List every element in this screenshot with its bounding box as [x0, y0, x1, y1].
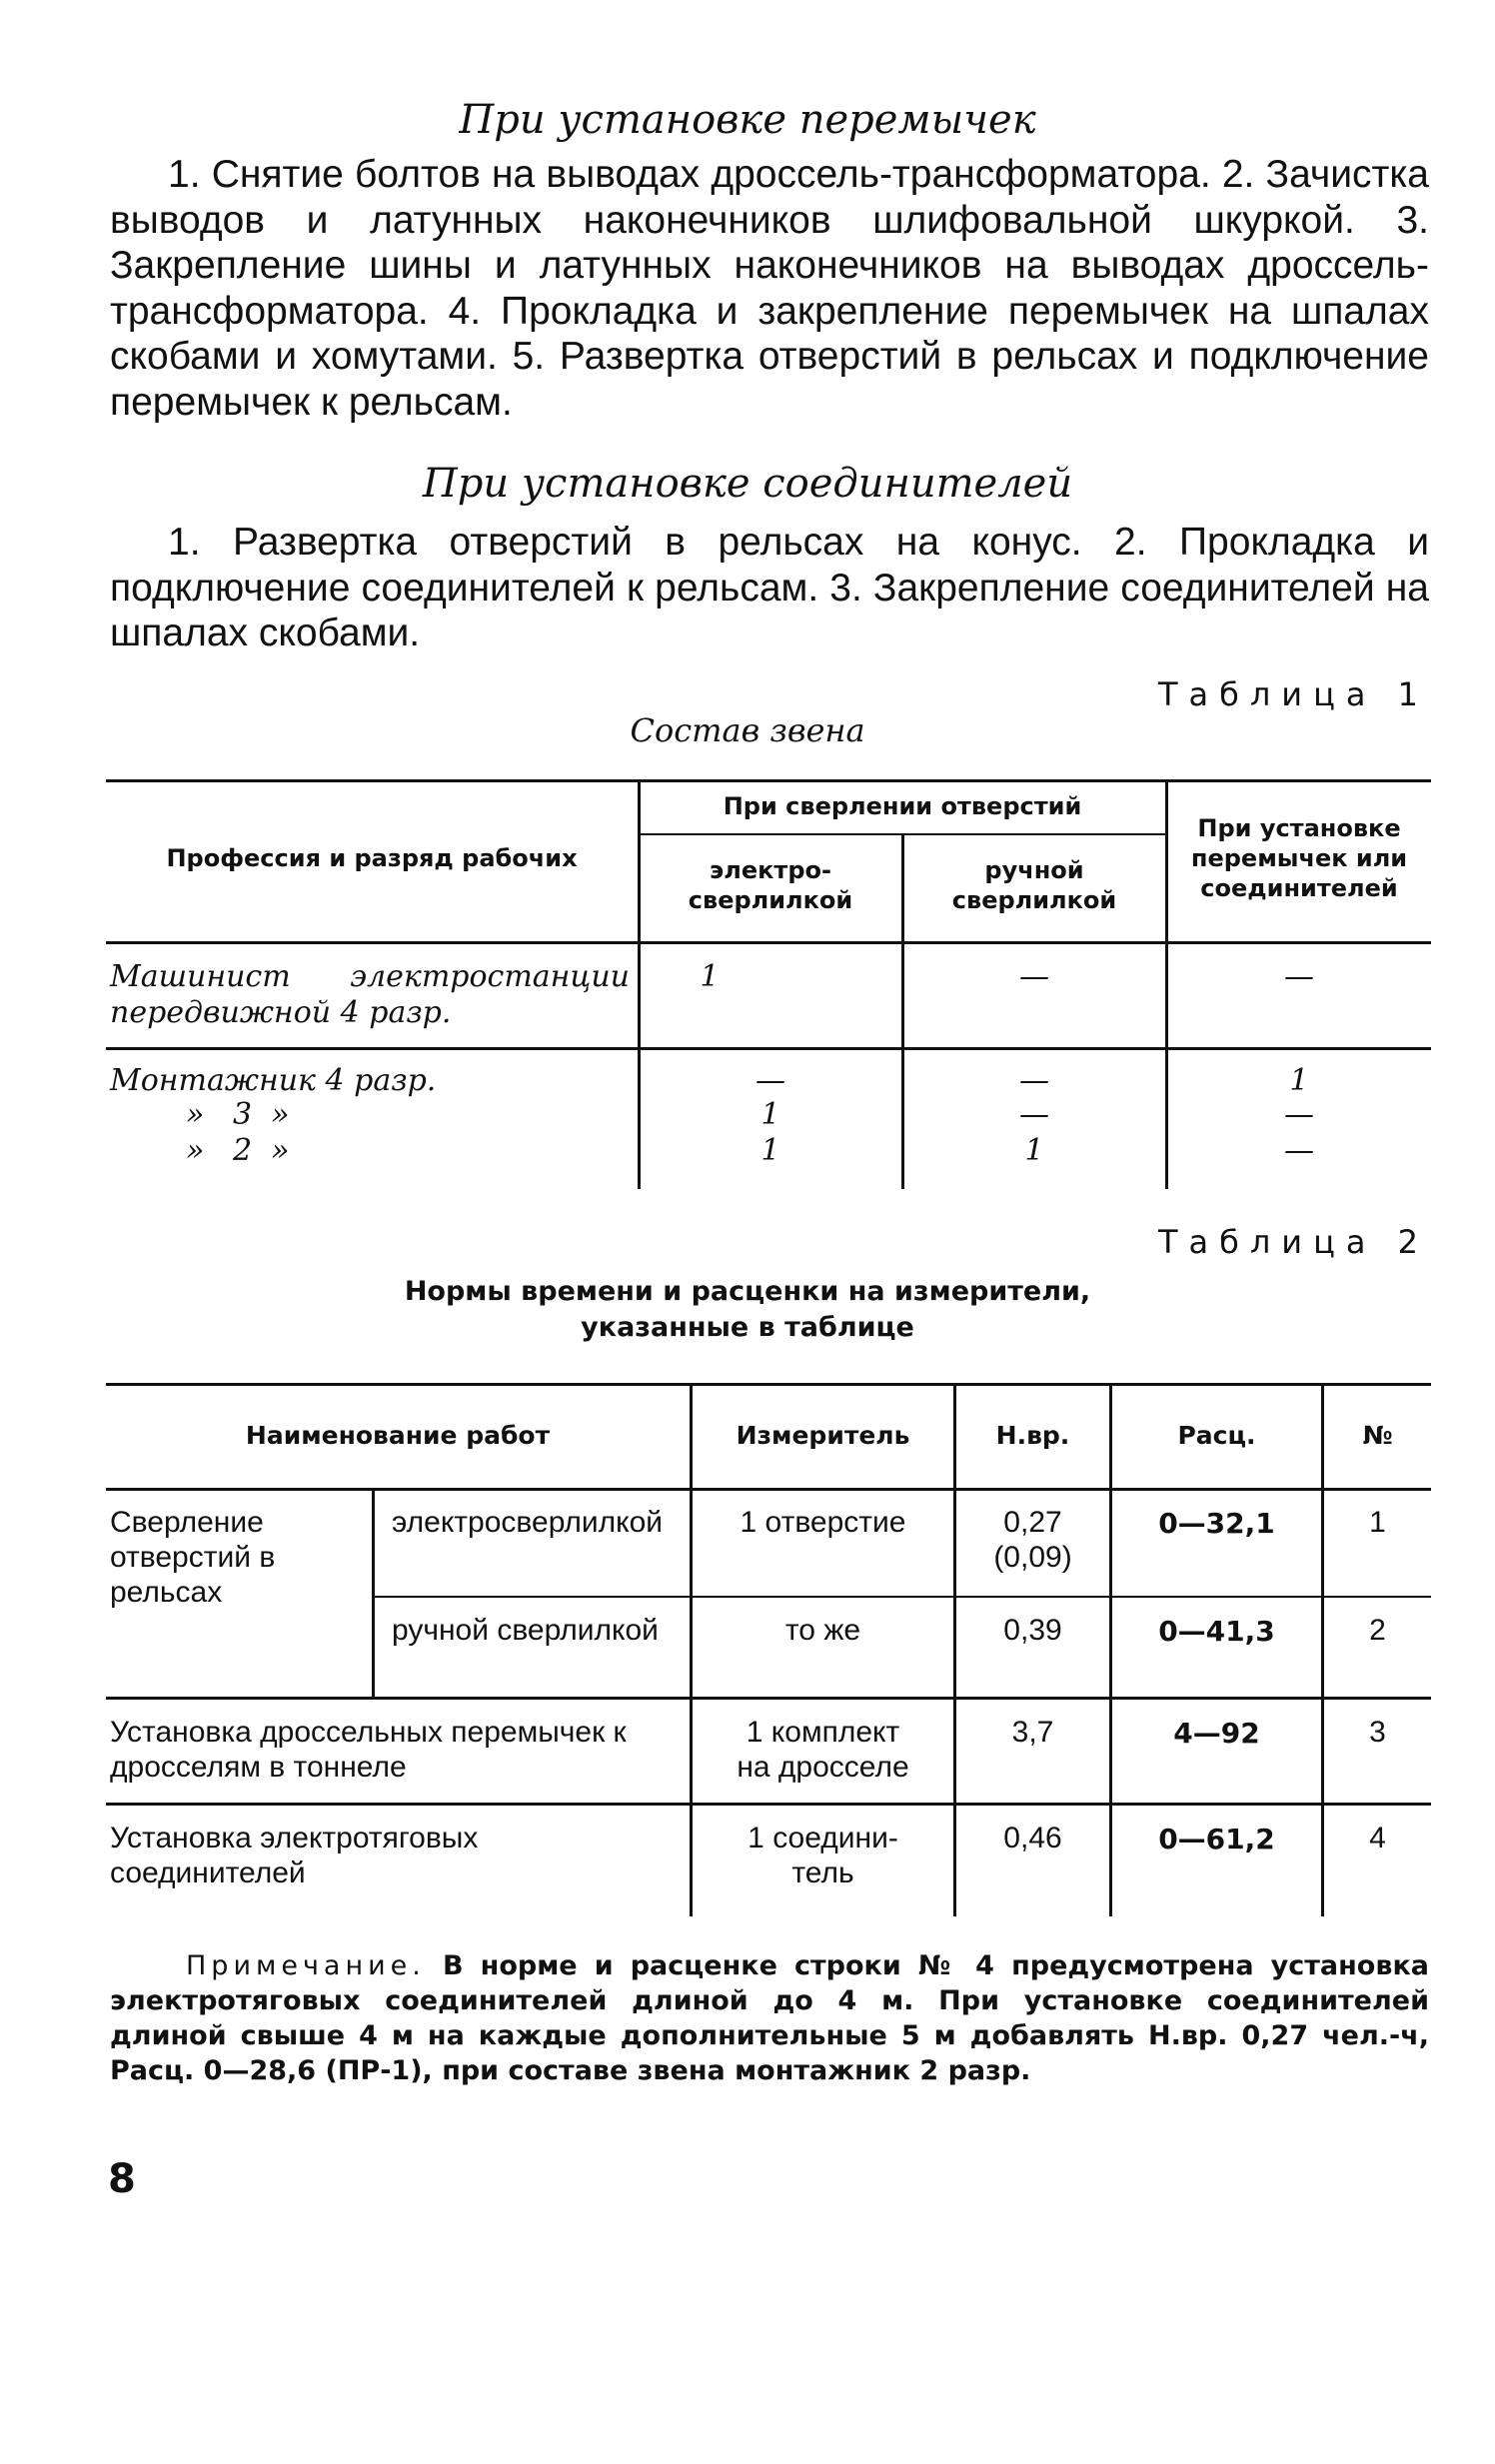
table1-row-install: — [1284, 1133, 1314, 1168]
table1-caption: Состав звена [630, 711, 865, 749]
table2-row-no: 4 [1369, 1822, 1386, 1854]
table2-row-rate: 0—61,2 [1158, 1823, 1275, 1855]
table2-group-drilling: Сверление отверстий в рельсах [110, 1506, 276, 1609]
table2-row-sub: электросверлилкой [392, 1506, 664, 1539]
table2-row-no: 2 [1369, 1614, 1386, 1647]
table2-row-sub: ручной сверлилкой [392, 1614, 659, 1647]
table1-row-install: — [1284, 959, 1314, 994]
table2-label: Таблица 2 [1157, 1223, 1429, 1261]
table1-row-manual: — [1019, 959, 1049, 994]
table2-header-work: Наименование работ [245, 1421, 551, 1450]
table2-row-unit: то же [784, 1614, 861, 1647]
table1-row-install: 1 [1289, 1063, 1309, 1098]
table2-row-norm: 0,39 [1003, 1614, 1062, 1647]
section-title-jumpers: При установке перемычек [459, 97, 1036, 143]
table1-row-name: » 3 » [186, 1097, 290, 1132]
table2-row-unit: 1 соедини- тель [748, 1822, 898, 1889]
table1-row-install: — [1284, 1097, 1314, 1132]
table1-row-name: » 2 » [186, 1133, 290, 1168]
table2-row-unit: 1 отверстие [740, 1506, 906, 1539]
table2-row-rate: 0—32,1 [1158, 1507, 1275, 1540]
table1-row-manual: — [1019, 1097, 1049, 1132]
page-number: 8 [108, 2156, 136, 2202]
table1-label: Таблица 1 [1157, 675, 1429, 713]
table2-caption-line1: Нормы времени и расценки на измерители, [404, 1276, 1091, 1307]
table2-row-rate: 0—41,3 [1158, 1615, 1275, 1648]
table2-caption-line2: указанные в таблице [581, 1312, 914, 1343]
table2-row-work: Установка дроссельных перемычек к дросселям в тоннеле [110, 1716, 627, 1784]
table1-header-electro: электро- сверлилкой [688, 856, 853, 914]
section-title-connectors: При установке соединителей [422, 461, 1073, 507]
table2-row-norm: 3,7 [1011, 1716, 1054, 1749]
note-text: В норме и расценке строки № 4 предусмотрена установка электротяговых соединителей длиной до 4 м. При установке соединителей длиной свыше 4 м на каждые дополнительные 5 м добавлять Н.вр. 0,27 чел.-ч, Расц. 0—28,6 (ПР-1), при составе звена монтажник 2 разр. [110, 1950, 1429, 2086]
table1-row-electro: 1 [760, 1097, 780, 1132]
table2-header-norm: Н.вр. [995, 1421, 1070, 1450]
section-text-connectors [110, 520, 1429, 656]
table2-row-norm: 0,46 [1003, 1822, 1062, 1854]
table1-row-manual: — [1019, 1063, 1049, 1098]
table1-row-electro: — [755, 1063, 785, 1098]
table1-header-install: При установке перемычек или соединителей [1190, 814, 1408, 902]
section-text-jumpers [110, 152, 1429, 425]
table1-header-profession: Профессия и разряд рабочих [166, 844, 578, 872]
table2-header-unit: Измеритель [736, 1421, 910, 1450]
table2-row-no: 1 [1369, 1506, 1386, 1539]
table2-row-work: Установка электротяговых соединителей [110, 1822, 479, 1889]
table1-row-manual: 1 [1024, 1133, 1044, 1168]
table1-header-manual: ручной сверлилкой [951, 856, 1117, 914]
section-text-connectors-content: 1. Развертка отверстий в рельсах на конус. 2. Прокладка и подключение соединителей к рельсам. 3. Закрепление соединителей на шпалах скобами. [110, 521, 1429, 654]
table2-row-norm: 0,27 (0,09) [993, 1506, 1072, 1574]
table1-header-drilling: При сверлении отверстий [723, 792, 1082, 820]
table2-row-rate: 4—92 [1173, 1717, 1260, 1750]
table2-row-no: 3 [1369, 1716, 1386, 1749]
note-label: Примечание. [186, 1950, 426, 1981]
table1-row-name: Монтажник 4 разр. [110, 1063, 437, 1098]
table1-row-name: Машинист электростанции передвижной 4 разр. [110, 959, 630, 1030]
table2-note [110, 1948, 1429, 2088]
table2-header-rate: Расц. [1177, 1421, 1256, 1450]
table2-header-no: № [1362, 1421, 1393, 1450]
table1-row-electro: 1 [760, 1133, 780, 1168]
table1-row-electro: 1 [700, 959, 720, 994]
table2-row-unit: 1 комплект на дросселе [737, 1716, 909, 1784]
section-text-jumpers-content: 1. Снятие болтов на выводах дроссель-трансформатора. 2. Зачистка выводов и латунных наконечников шлифовальной шкуркой. 3. Закрепление шины и латунных наконечников на выводах дроссель-трансформатора. 4. Прокладка и закрепление перемычек на шпалах скобами и хомутами. 5. Развертка отверстий в рельсах и подключение перемычек к рельсам. [110, 153, 1429, 424]
